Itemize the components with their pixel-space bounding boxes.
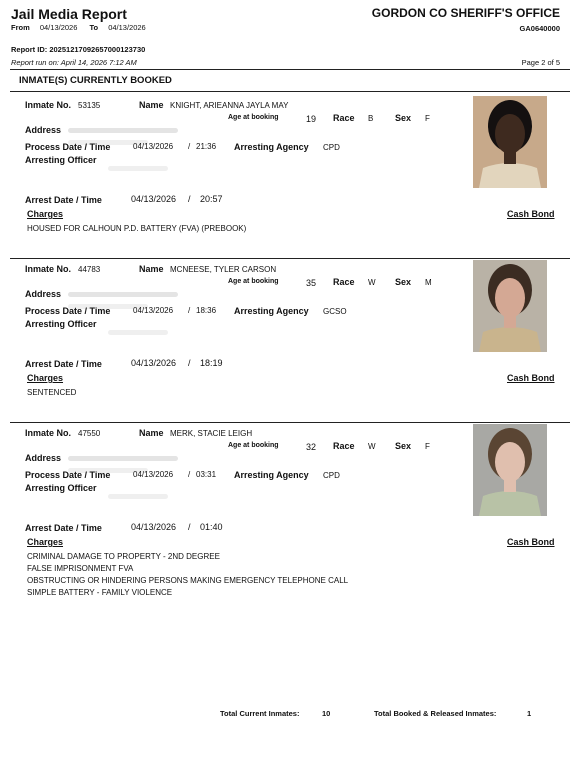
arrest-slash: / (188, 358, 191, 368)
mugshot-image (473, 424, 547, 516)
process-time: 21:36 (196, 142, 217, 151)
redacted-address (68, 292, 178, 297)
total-booked-label: Total Booked & Released Inmates: (374, 709, 497, 718)
arrest-date: 04/13/2026 (131, 358, 177, 368)
process-slash: / (188, 306, 191, 315)
redacted-address (68, 128, 178, 133)
report-id-value: 20251217092657000123730 (49, 45, 146, 54)
from-label: From (11, 23, 30, 32)
age-value: 35 (306, 278, 317, 288)
charge-line: FALSE IMPRISONMENT FVA (27, 564, 134, 573)
arresting-agency-label: Arresting Agency (234, 470, 309, 480)
process-date: 04/13/2026 (133, 470, 174, 479)
arresting-agency-value: GCSO (323, 307, 347, 316)
age-label: Age at booking (228, 114, 279, 121)
to-date: 04/13/2026 (108, 23, 146, 32)
arresting-officer-label: Arresting Officer (25, 155, 97, 165)
process-time: 18:36 (196, 306, 217, 315)
total-current-value: 10 (322, 709, 331, 718)
redacted-officer (108, 330, 168, 335)
name-label: Name (139, 264, 164, 274)
age-label: Age at booking (228, 278, 279, 285)
sex-label: Sex (395, 441, 412, 451)
inmate-no-value: 44783 (78, 265, 101, 274)
divider (10, 69, 570, 70)
arrest-label: Arrest Date / Time (25, 523, 102, 533)
sex-value: F (425, 442, 430, 451)
arresting-agency-label: Arresting Agency (234, 306, 309, 316)
inmate-no-value: 47550 (78, 429, 101, 438)
process-label: Process Date / Time (25, 142, 111, 152)
process-slash: / (188, 470, 191, 479)
inmate-no-value: 53135 (78, 101, 101, 110)
arrest-label: Arrest Date / Time (25, 195, 102, 205)
inmate-record (0, 424, 588, 614)
cash-bond-label: Cash Bond (507, 537, 555, 547)
process-date: 04/13/2026 (133, 142, 174, 151)
name-label: Name (139, 428, 164, 438)
sex-value: M (425, 278, 432, 287)
inmate-name: KNIGHT, ARIEANNA JAYLA MAY (170, 101, 289, 110)
age-value: 19 (306, 114, 317, 124)
race-value: W (368, 278, 376, 287)
cash-bond-label: Cash Bond (507, 209, 555, 219)
arrest-label: Arrest Date / Time (25, 359, 102, 369)
address-label: Address (25, 125, 62, 135)
divider (10, 91, 570, 92)
charge-line: HOUSED FOR CALHOUN P.D. BATTERY (FVA) (PREBOOK) (27, 224, 247, 233)
divider (10, 422, 570, 423)
inmate-record (0, 260, 588, 420)
report-run-on (11, 58, 137, 67)
section-title: INMATE(S) CURRENTLY BOOKED (19, 75, 172, 86)
arresting-officer-label: Arresting Officer (25, 483, 97, 493)
charges-label: Charges (27, 537, 64, 547)
report-id-label: Report ID: (11, 45, 48, 54)
redacted-officer (108, 494, 168, 499)
process-label: Process Date / Time (25, 470, 111, 480)
inmate-record (0, 96, 588, 256)
process-time: 03:31 (196, 470, 217, 479)
arrest-time: 01:40 (200, 522, 223, 532)
race-label: Race (333, 441, 355, 451)
charge-line: SENTENCED (27, 388, 77, 397)
arresting-officer-label: Arresting Officer (25, 319, 97, 329)
process-date: 04/13/2026 (133, 306, 174, 315)
redacted-address (68, 456, 178, 461)
charge-line: SIMPLE BATTERY - FAMILY VIOLENCE (27, 588, 173, 597)
agency-code: GA0640000 (519, 24, 560, 33)
mugshot-image (473, 96, 547, 188)
page-number: Page 2 of 5 (521, 58, 560, 67)
to-label: To (89, 23, 99, 32)
arrest-time: 18:19 (200, 358, 223, 368)
mugshot-photo (473, 424, 547, 516)
inmate-no-label: Inmate No. (25, 428, 72, 438)
arresting-agency-value: CPD (323, 471, 340, 480)
race-value: W (368, 442, 376, 451)
mugshot-photo (473, 260, 547, 352)
name-label: Name (139, 100, 164, 110)
inmate-no-label: Inmate No. (25, 100, 72, 110)
run-on-value: April 14, 2026 7:12 AM (60, 58, 137, 67)
charges-label: Charges (27, 373, 64, 383)
total-current-label: Total Current Inmates: (220, 709, 300, 718)
sex-label: Sex (395, 113, 412, 123)
cash-bond-label: Cash Bond (507, 373, 555, 383)
address-label: Address (25, 453, 62, 463)
inmate-name: MCNEESE, TYLER CARSON (170, 265, 277, 274)
arrest-date: 04/13/2026 (131, 522, 177, 532)
mugshot-image (473, 260, 547, 352)
charges-label: Charges (27, 209, 64, 219)
sex-value: F (425, 114, 430, 123)
divider (10, 258, 570, 259)
process-slash: / (188, 142, 191, 151)
mugshot-photo (473, 96, 547, 188)
inmate-name: MERK, STACIE LEIGH (170, 429, 253, 438)
age-value: 32 (306, 442, 317, 452)
sex-label: Sex (395, 277, 412, 287)
age-label: Age at booking (228, 442, 279, 449)
race-value: B (368, 114, 374, 123)
arrest-date: 04/13/2026 (131, 194, 177, 204)
run-on-label: Report run on: (11, 58, 59, 67)
process-label: Process Date / Time (25, 306, 111, 316)
date-range (11, 23, 146, 32)
charge-line: CRIMINAL DAMAGE TO PROPERTY - 2ND DEGREE (27, 552, 220, 561)
total-booked-value: 1 (527, 709, 532, 718)
arrest-time: 20:57 (200, 194, 223, 204)
agency-name: GORDON CO SHERIFF'S OFFICE (371, 6, 560, 20)
inmate-no-label: Inmate No. (25, 264, 72, 274)
address-label: Address (25, 289, 62, 299)
race-label: Race (333, 113, 355, 123)
redacted-officer (108, 166, 168, 171)
arrest-slash: / (188, 194, 191, 204)
charge-line: OBSTRUCTING OR HINDERING PERSONS MAKING EMERGENCY TELEPHONE CALL (27, 576, 349, 585)
arresting-agency-value: CPD (323, 143, 340, 152)
report-title: Jail Media Report (11, 6, 127, 22)
race-label: Race (333, 277, 355, 287)
from-date: 04/13/2026 (39, 23, 78, 32)
report-id (11, 45, 145, 54)
arresting-agency-label: Arresting Agency (234, 142, 309, 152)
arrest-slash: / (188, 522, 191, 532)
